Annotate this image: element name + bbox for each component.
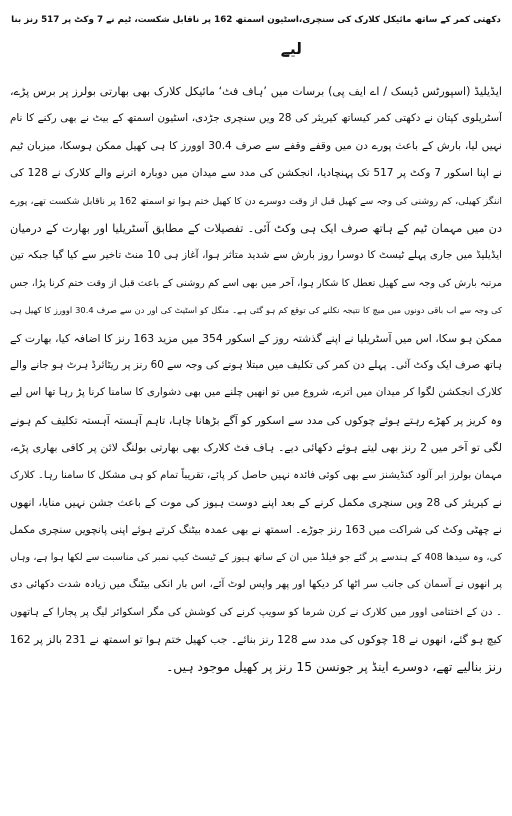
body-line: کی وجہ سے اب باقی دونوں میں میچ کا نتیجہ نکلنے کی توقع کم ہو گئی ہے۔ منگل کو اسٹیٹ کی اور دن سے صرف 30.4 اوورز کا کھیل ہی xyxy=(10,305,502,316)
headline-line-2: لیے xyxy=(280,40,302,58)
headline-line-1: دکھتی کمر کے ساتھ مائیکل کلارک کی سنچری،اسٹیون اسمتھ 162 پر ناقابل شکست، ٹیم نے 7 وکٹ پر 517 رنز بنا xyxy=(11,15,501,25)
body-line: کیچ ہو گئے، انھوں نے 18 چوکوں کی مدد سے 128 رنز بنائے۔ جب کھیل ختم ہوا تو اسمتھ نے 231 بالز پر 162 xyxy=(10,633,502,647)
body-line: نے چھٹی وکٹ کی شراکت میں 163 رنز جوڑے۔ اسمتھ نے بھی عمدہ بیٹنگ کرتے ہوئے اپنی پانچویں سنچری مکمل xyxy=(10,523,502,536)
body-line: نے کیریئر کی 28 ویں سنچری مکمل کرنے کے بعد اپنے دوست ہیوز کی موت کے باعث جشن نہیں منایا، انھوں xyxy=(10,496,502,510)
body-line: اننگز کھیلی، کم روشنی کی وجہ سے کھیل قبل از وقت دوسرے دن کا کھیل ختم ہوا تو اسمتھ 162 پر ناقابل شکست تھے، پورے xyxy=(10,195,502,207)
body-line: دن میں مہمان ٹیم کے ہاتھ صرف ایک ہی وکٹ آئی۔ تفصیلات کے مطابق آسٹریلیا اور بھارت کے درمیان xyxy=(10,222,502,236)
article-headline xyxy=(10,6,502,64)
body-line: ممکن ہو سکا، اس میں آسٹریلیا نے اپنے گذشتہ روز کے اسکور 354 میں مزید 163 رنز کا اضافہ کیا، بھارت کے xyxy=(10,331,502,345)
body-line: مہمان بولرز ابر آلود کنڈیشنز سے بھی کوئی فائدہ نہیں حاصل کر پائے، تقریباً تمام کو ہی مشکل کا سامنا رہا۔ کلارک xyxy=(10,469,502,481)
body-line: ایڈیلیڈ میں جاری پہلے ٹیسٹ کا دوسرا روز بارش سے شدید متاثر ہوا، آغاز ہی 10 منٹ تاخیر سے کیا گیا جبکہ تین xyxy=(10,249,502,262)
body-line: مرتبہ بارش کی وجہ سے کھیل تعطل کا شکار ہوا، آخر میں بھی اسے کم روشنی کے باعث قبل از وقت ختم کرنا پڑا، جس xyxy=(10,277,502,289)
body-line: ہاتھ صرف ایک وکٹ آئی۔ پہلے دن کمر کی تکلیف میں مبتلا ہونے کی وجہ سے 60 رنز پر ریٹائرڈ ہرٹ ہو جانے والے xyxy=(10,359,502,372)
body-line: کلارک انجکشن لگوا کر میدان میں اترے، شروع میں تو انھیں چلنے میں بھی دشواری کا سامنا کرنا پڑ رہا تھا اس لیے xyxy=(10,386,502,399)
body-line: وہ کریز پر کھڑے رہتے ہوئے چوکوں کی مدد سے اسکور کو آگے بڑھانا چاہا، تاہم آہستہ آہستہ تکلیف کم ہونے xyxy=(10,413,502,427)
body-line: ایڈیلیڈ (اسپورٹس ڈیسک / اے ایف پی) برسات میں ’ہاف فٹ‘ مائیکل کلارک بھی بھارتی بولرز پر برس پڑے، xyxy=(10,85,502,98)
body-line: لگی تو آخر میں 2 رنز بھی لیتے ہوئے دکھائی دیے۔ ہاف فٹ کلارک بھی بھارتی بولنگ لائن پر کافی بھاری پڑے، xyxy=(10,441,502,455)
body-line: پر انھوں نے آسمان کی جانب سر اٹھا کر دیکھا اور پھر واپس لوٹ آئے، اس بار انکی بیٹنگ میں زیادہ شدت دکھائی دی xyxy=(10,579,502,591)
article-body xyxy=(10,78,502,681)
body-line: آسٹریلوی کپتان نے دکھتی کمر کیساتھ کیریئر کی 28 ویں سنچری جڑدی، اسٹیون اسمتھ کے بیٹ نے بھی رکنے کا نام xyxy=(10,112,502,125)
body-line: رنز بنالیے تھے، دوسرے اینڈ پر جونسن 15 رنز پر کھیل موجود ہیں۔ xyxy=(166,659,502,674)
body-line: کی، وہ سیدھا 408 کے ہندسے پر گئے جو فیلڈ میں ان کے ساتھ ہیوز کے ٹیسٹ کیپ نمبر کی مناسبت سے لکھا ہوا ہے، وہاں xyxy=(10,551,502,563)
body-line: نے اپنا اسکور 7 وکٹ پر 517 تک پہنچادیا، انجکشن کی مدد سے میدان میں دوبارہ اترنے والے کلارک نے 128 کی xyxy=(10,167,502,180)
body-line: نہیں لیا، بارش کے باعث پورے دن میں وقفے وقفے سے صرف 30.4 اوورز کا ہی کھیل ممکن ہوسکا، میزبان ٹیم xyxy=(10,139,502,152)
body-line: ۔ دن کے اختتامی اوور میں کلارک نے کرن شرما کو سویپ کرنے کی کوشش کی مگر اسکوائر لیگ پر پجارا کے ہاتھوں xyxy=(10,606,502,618)
